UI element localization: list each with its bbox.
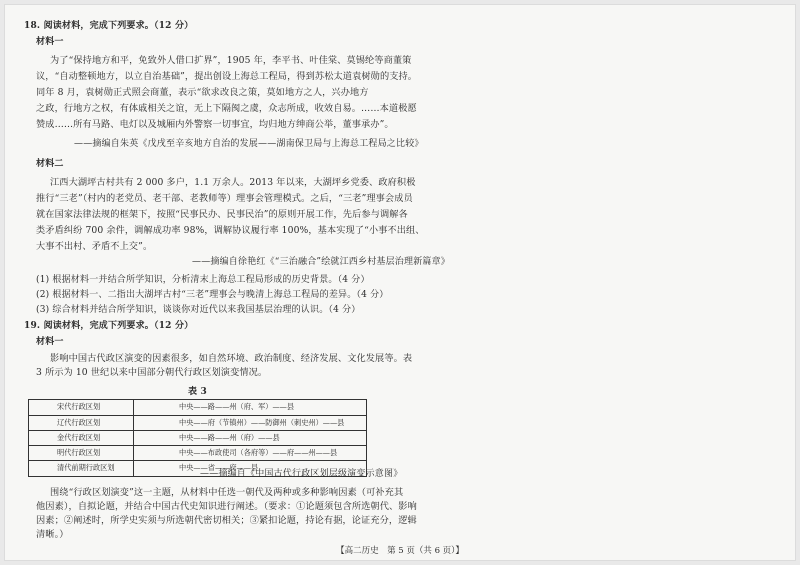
q18-question-2: (2) 根据材料一、二指出大湖坪古村“三老”理事会与晚清上海总工程局的差异。（4 分）	[36, 290, 389, 300]
page-footer: 【高二历史 第 5 页（共 6 页）】	[336, 546, 464, 556]
table-cell-dynasty: 明代行政区划	[57, 448, 101, 457]
q19-prompt-line: 因素；②阐述时，所学史实须与所选朝代密切相关；③紧扣论题，持论有据，论证充分，逻辑	[36, 515, 417, 526]
q19-heading: 19. 阅读材料，完成下列要求。（12 分）	[24, 321, 194, 331]
table-cell-division: 中央——府（节镇州）——防御州（刺史州）——县	[179, 418, 345, 427]
q19-m1-line: 3 所示为 10 世纪以来中国部分朝代行政区划演变情况。	[36, 367, 268, 378]
table-cell-division: 中央——路——州（府、军）——县	[179, 402, 295, 411]
q18-m1-line: 之政，行地方之权，有体戚相关之谊，无上下隔阂之虞，众志所成，收效自易。……本道极愿	[36, 103, 417, 114]
q18-material2-label: 材料二	[36, 159, 64, 169]
table-row	[29, 415, 366, 431]
q18-m2-line: 类矛盾纠纷 700 余件，调解成功率 98%，调解协议履行率 100%，基本实现了“小事不出组、	[36, 225, 425, 236]
table-cell-dynasty: 辽代行政区划	[57, 418, 101, 427]
q18-m1-line: 议，“自动整顿地方，以立自治基础”，提出创设上海总工程局，得到苏松太道袁树勋的支持。	[36, 71, 418, 82]
q18-m2-line: 推行“三老”（村内的老党员、老干部、老教师等）理事会管理模式。之后，“三老”理事会成员	[36, 193, 413, 204]
table-cell-dynasty: 宋代行政区划	[57, 402, 101, 411]
q18-m1-line: 为了“保持地方和平，免致外人借口扩界”，1905 年，李平书、叶佳棠、莫锡纶等商董策	[50, 55, 412, 66]
q19-material1-label: 材料一	[36, 337, 64, 347]
table-cell-dynasty: 清代前期行政区划	[57, 463, 115, 472]
table-cell-division: 中央——路——州（府）——县	[179, 433, 280, 442]
exam-page	[4, 4, 796, 561]
q18-m2-source: ——摘编自徐艳红《“三治融合”绘就江西乡村基层治理新篇章》	[192, 257, 451, 267]
q18-m2-line: 大事不出村、矛盾不上交”。	[36, 241, 153, 252]
q18-m1-source: ——摘编自朱英《戊戌至辛亥地方自治的发展——湖南保卫局与上海总工程局之比较》	[74, 139, 424, 149]
table-title: 表 3	[188, 387, 207, 397]
table-cell-division: 中央——布政使司（各府等）——府——州——县	[179, 448, 338, 457]
q18-m2-line: 江西大湖坪古村共有 2 000 多户，1.1 万余人。2013 年以来，大湖坪乡党委、政府积极	[50, 177, 416, 188]
q18-heading: 18. 阅读材料，完成下列要求。（12 分）	[24, 21, 194, 31]
table-row	[29, 445, 366, 461]
q19-m1-line: 影响中国古代政区演变的因素很多，如自然环境、政治制度、经济发展、文化发展等。表	[50, 353, 413, 364]
q19-prompt-line: 他因素），自拟论题，并结合中国古代史知识进行阐述。（要求：①论题须包含所选朝代、影响	[36, 501, 417, 512]
table-source: ——摘编自《中国古代行政区划层级演变示意图》	[200, 469, 403, 479]
q18-question-3: (3) 综合材料并结合所学知识，谈谈你对近代以来我国基层治理的认识。（4 分）	[36, 305, 361, 315]
table-cell-division: 中央——省——府——县	[179, 463, 259, 472]
table-row	[29, 430, 366, 446]
table-row	[29, 400, 366, 415]
q18-m1-line: 同年 8 月，袁树勋正式照会商董，表示“欲求改良之策，莫如地方之人，兴办地方	[36, 87, 369, 98]
q18-question-1: (1) 根据材料一并结合所学知识，分析清末上海总工程局形成的历史背景。（4 分）	[36, 275, 370, 285]
q18-m2-line: 就在国家法律法规的框架下，按照“民事民办、民事民治”的原则开展工作，先后参与调解各	[36, 209, 408, 220]
q19-prompt-line: 清晰。）	[36, 529, 69, 540]
table-cell-dynasty: 金代行政区划	[57, 433, 101, 442]
q18-material1-label: 材料一	[36, 37, 64, 47]
q19-prompt-line: 围绕“行政区划演变”这一主题，从材料中任选一朝代及两种或多种影响因素（可补充其	[50, 487, 404, 498]
q18-m1-line: 赞成……所有马路、电灯以及城厢内外警察一切事宜，均归地方绅商公举，董事承办”。	[36, 119, 394, 130]
